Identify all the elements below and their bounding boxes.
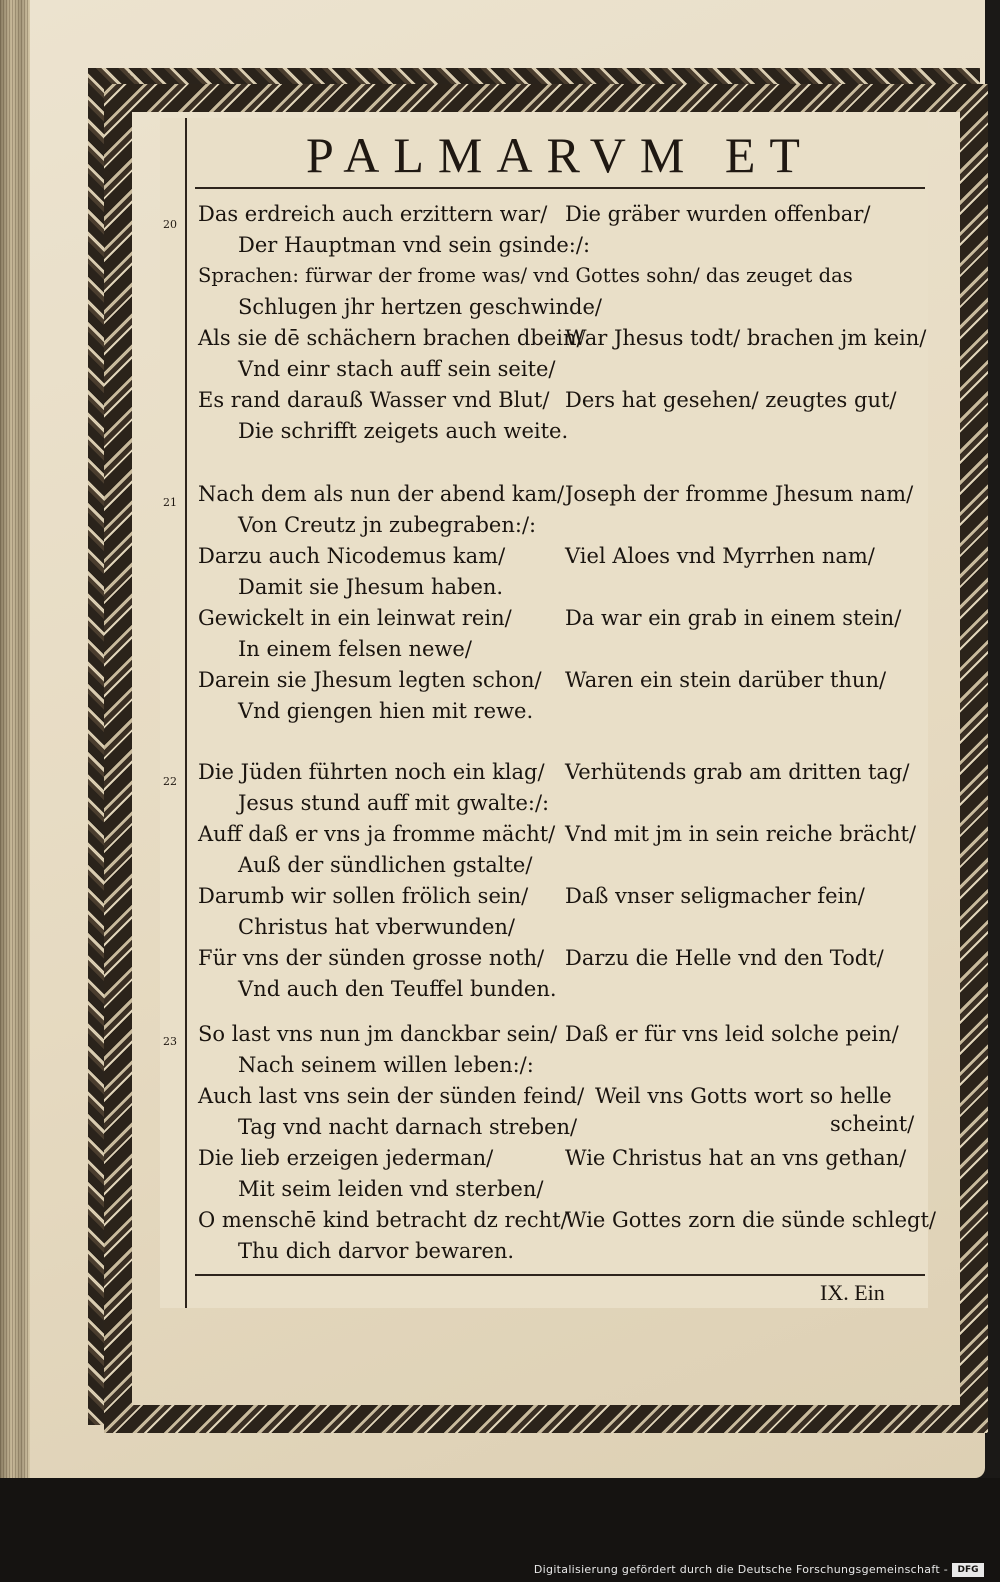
verse-line: In einem felsen newe/ <box>238 637 472 661</box>
page-title: PALMARVM ET <box>306 127 814 183</box>
verse-line: Vnd einr stach auff sein seite/ <box>238 357 556 381</box>
verse-line: Da war ein grab in einem stein/ <box>565 606 902 630</box>
verse-line: Damit sie Jhesum haben. <box>238 575 504 599</box>
verse-line: Mit seim leiden vnd sterben/ <box>238 1177 544 1201</box>
verse-line: Viel Aloes vnd Myrrhen nam/ <box>565 544 875 568</box>
footer-band <box>0 1478 1000 1582</box>
verse-line: Nach dem als nun der abend kam/ <box>198 482 565 506</box>
verse-line: Ders hat gesehen/ zeugtes gut/ <box>565 388 897 412</box>
verse-line: Vnd mit jm in sein reiche brächt/ <box>565 822 917 846</box>
verse-line: Tag vnd nacht darnach streben/ <box>238 1115 578 1139</box>
verse-line: Daß er für vns leid solche pein/ <box>565 1022 899 1046</box>
verse-line: Vnd auch den Teuffel bunden. <box>238 977 557 1001</box>
verse-line: Thu dich darvor bewaren. <box>238 1239 515 1263</box>
margin-rule <box>185 118 187 1308</box>
verse-line: Verhütends grab am dritten tag/ <box>565 760 910 784</box>
page-edge <box>0 0 30 1480</box>
verse-line: Die lieb erzeigen jederman/ <box>198 1146 494 1170</box>
verse-line: Waren ein stein darüber thun/ <box>565 668 887 692</box>
verse-line: Sprachen: fürwar der frome was/ vnd Gottes sohn/ das zeuget das <box>198 264 853 287</box>
verse-line: Daß vnser seligmacher fein/ <box>565 884 865 908</box>
verse-line: Wie Gottes zorn die sünde schlegt/ <box>565 1208 936 1232</box>
verse-line: Die schrifft zeigets auch weite. <box>238 419 569 443</box>
verse-line: O menschē kind betracht dz recht/ <box>198 1208 568 1232</box>
verse-line: Darzu auch Nicodemus kam/ <box>198 544 506 568</box>
verse-line: Auch last vns sein der sünden feind/ <box>198 1084 585 1108</box>
verse-line: Christus hat vberwunden/ <box>238 915 515 939</box>
verse-line: Auff daß er vns ja fromme mächt/ <box>198 822 556 846</box>
verse-line: Vnd giengen hien mit rewe. <box>238 699 534 723</box>
verse-number: 20 <box>163 218 177 231</box>
verse-line: So last vns nun jm danckbar sein/ <box>198 1022 558 1046</box>
verse-line: Jesus stund auff mit gwalte:/: <box>238 791 550 815</box>
verse-line: Nach seinem willen leben:/: <box>238 1053 534 1077</box>
verse-line: Von Creutz jn zubegraben:/: <box>238 513 537 537</box>
verse-line: Der Hauptman vnd sein gsinde:/: <box>238 233 591 257</box>
verse-line: Joseph der fromme Jhesum nam/ <box>565 482 914 506</box>
verse-line: Für vns der sünden grosse noth/ <box>198 946 545 970</box>
verse-line: Wie Christus hat an vns gethan/ <box>565 1146 907 1170</box>
verse-line: Schlugen jhr hertzen geschwinde/ <box>238 295 602 319</box>
title-rule <box>195 187 925 189</box>
verse-line: Auß der sündlichen gstalte/ <box>238 853 533 877</box>
verse-line: War Jhesus todt/ brachen jm kein/ <box>565 326 927 350</box>
verse-line: Darein sie Jhesum legten schon/ <box>198 668 542 692</box>
verse-line: Die Jüden führten noch ein klag/ <box>198 760 545 784</box>
dfg-logo: DFG <box>952 1563 984 1577</box>
verse-number: 23 <box>163 1035 177 1048</box>
footer-credit: Digitalisierung gefördert durch die Deutsche Forschungsgemeinschaft - <box>533 1563 948 1576</box>
verse-line: Darzu die Helle vnd den Todt/ <box>565 946 884 970</box>
catchword: IX. Ein <box>820 1280 885 1305</box>
verse-line: scheint/ <box>830 1112 915 1136</box>
verse-line: Weil vns Gotts wort so helle <box>595 1084 892 1108</box>
verse-line: Gewickelt in ein leinwat rein/ <box>198 606 512 630</box>
verse-line: Darumb wir sollen frölich sein/ <box>198 884 529 908</box>
bottom-rule <box>195 1274 925 1276</box>
verse-number: 22 <box>163 775 177 788</box>
verse-line: Die gräber wurden offenbar/ <box>565 202 871 226</box>
verse-line: Es rand darauß Wasser vnd Blut/ <box>198 388 550 412</box>
verse-line: Als sie dē schächern brachen dbein/ <box>198 326 584 350</box>
verse-line: Das erdreich auch erzittern war/ <box>198 202 548 226</box>
verse-number: 21 <box>163 496 177 509</box>
